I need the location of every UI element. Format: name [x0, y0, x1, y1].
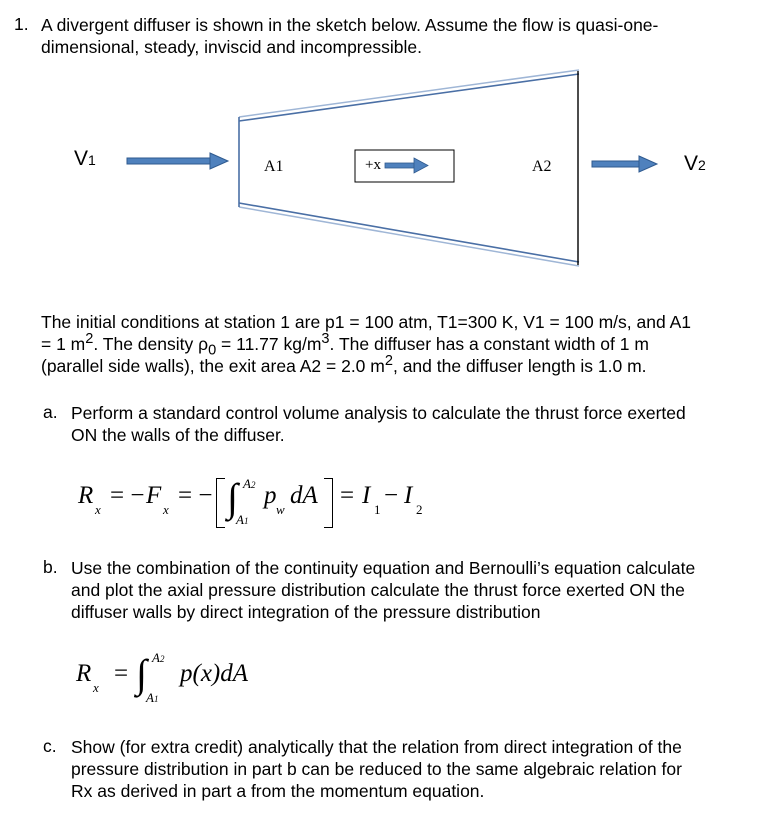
left-bracket	[216, 478, 225, 528]
initial-conditions	[41, 311, 766, 377]
v1-label: V1	[74, 147, 96, 170]
part-b-letter: b.	[43, 557, 58, 577]
part-b-text: Use the combination of the continuity equation and Bernoulli’s equation calculate and plot the axial pressure distribution calculate the thrust force exerted ON the diffuser walls by direct integration of the pressure distribution	[71, 558, 696, 622]
conditions-line-3: (parallel side walls), the exit area A2 = 2.0 $m^2$, and the diffuser length is 1.0 m.	[41, 353, 647, 376]
conditions-line-2: = 1 $m^2$. The density $\rho_0 = 11.77$ $kg/m^3$. The diffuser has a constant width of 1 m	[41, 331, 649, 359]
right-bracket	[324, 478, 333, 528]
outlet-flow-arrow	[592, 156, 657, 172]
question-intro-line-1: A divergent diffuser is shown in the sketch below. Assume the flow is quasi-one-	[41, 15, 659, 35]
diffuser-sketch	[0, 0, 770, 300]
equation-thrust-momentum: R x = − F x = − ∫ A2 A1 p w dA = I 1 − I 2	[78, 475, 423, 527]
equation-thrust-integral: R x = ∫ A2 A1 p(x)dA	[76, 650, 249, 705]
lower-limit-2: A1	[146, 690, 159, 705]
a2-label: A2	[532, 158, 552, 175]
a1-label: A1	[264, 158, 284, 175]
question-number: 1.	[14, 14, 29, 34]
diffuser-bottom-wall	[239, 203, 579, 266]
inlet-flow-arrow	[127, 153, 228, 169]
lower-limit: A1	[236, 512, 249, 527]
v2-label: V2	[684, 152, 706, 175]
integral-sign-2: ∫	[136, 651, 147, 696]
question-intro-line-2: dimensional, steady, inviscid and incompressible.	[41, 37, 422, 57]
part-c-text: Show (for extra credit) analytically that the relation from direct integration of the pressure distribution in part b can be reduced to the same algebraic relation for Rx as derived in part a from the momentum equation.	[71, 737, 682, 801]
part-a-text: Perform a standard control volume analysis to calculate the thrust force exerted ON the walls of the diffuser.	[71, 403, 686, 445]
x-direction-label: +x	[365, 157, 381, 173]
upper-limit-2: A2	[152, 650, 165, 665]
conditions-line-1: The initial conditions at station 1 are p1 = 100 atm, T1=300 K, V1 = 100 m/s, and A1	[41, 312, 692, 332]
diffuser-top-wall	[239, 70, 579, 121]
part-c-letter: c.	[43, 736, 57, 756]
upper-limit: A2	[243, 476, 256, 491]
part-a-letter: a.	[43, 402, 58, 422]
integral-sign: ∫	[227, 475, 238, 520]
